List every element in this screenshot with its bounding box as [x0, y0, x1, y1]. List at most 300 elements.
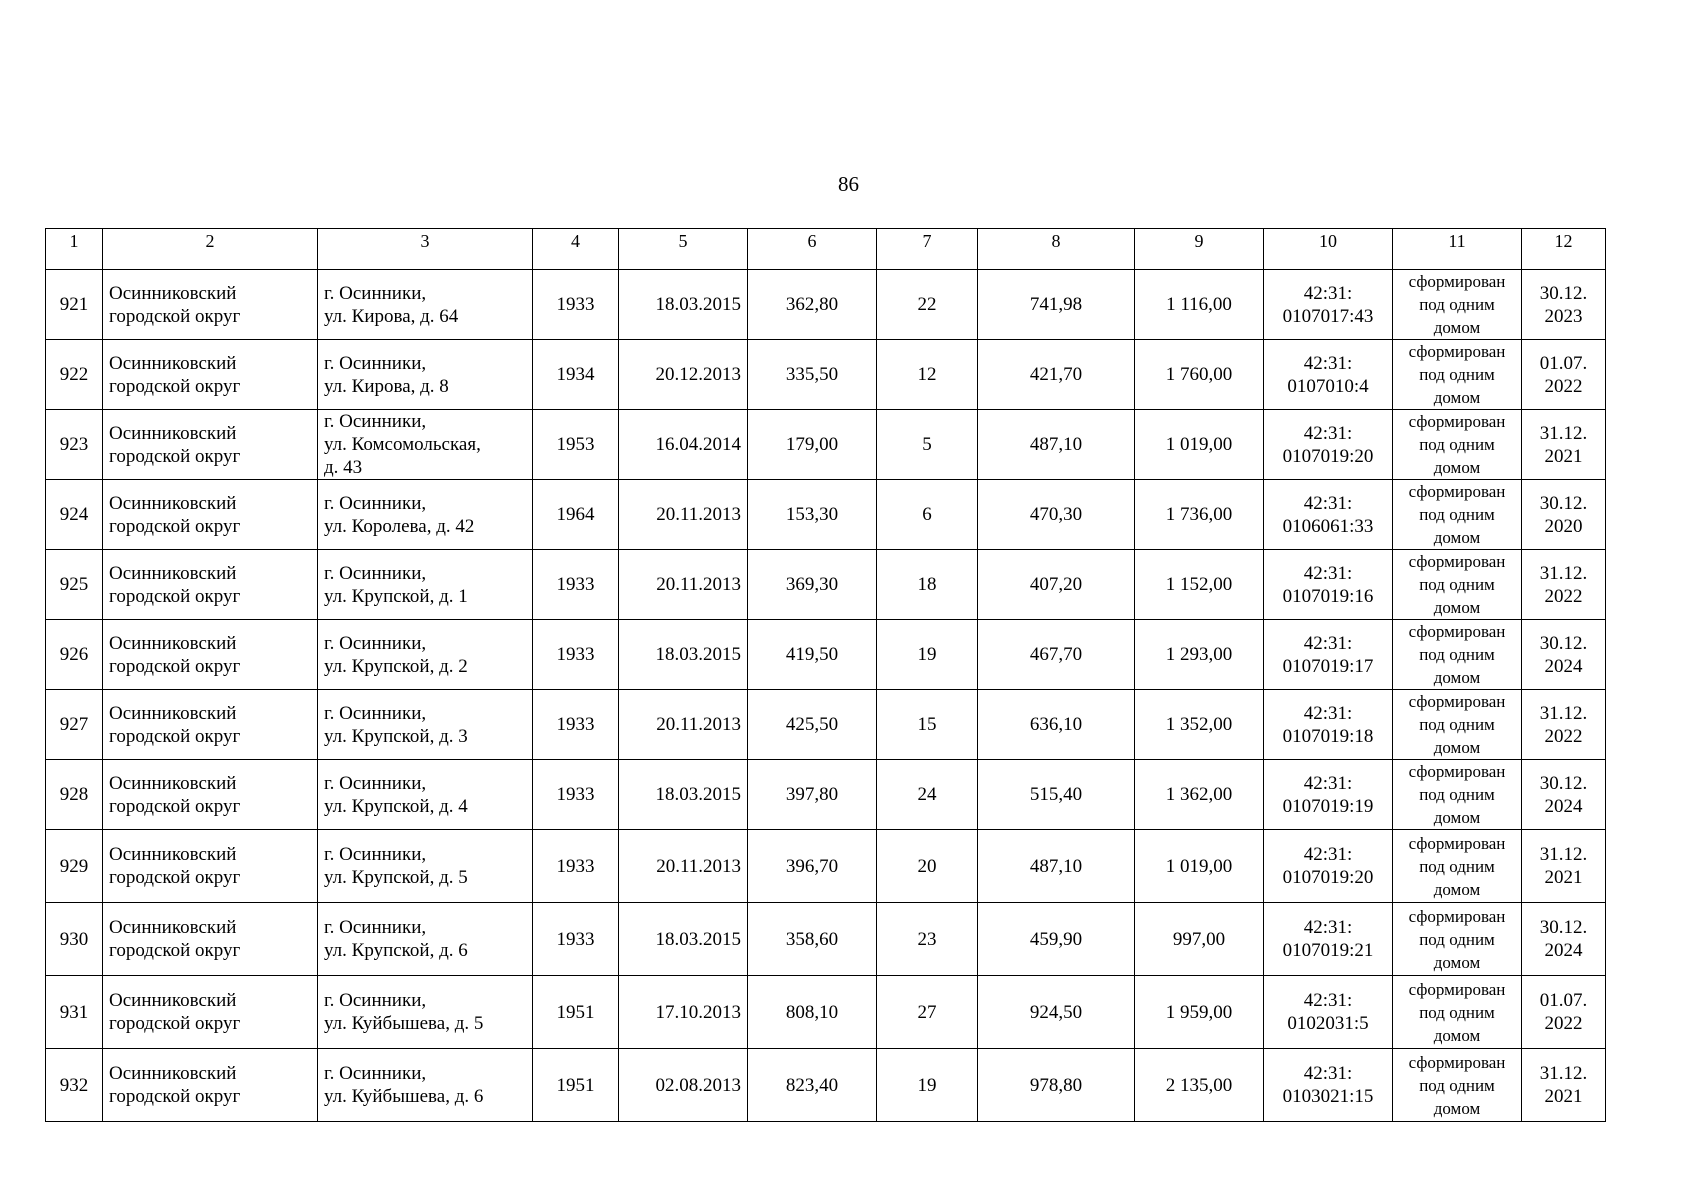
- status-cell-line: домом: [1433, 598, 1481, 617]
- date-cell: 20.11.2013: [619, 830, 748, 903]
- address-cell-line: г. Осинники,: [324, 632, 427, 654]
- deadline-cell-line: 30.12.: [1539, 917, 1588, 938]
- address-cell: [318, 550, 533, 620]
- address-cell: [318, 903, 533, 976]
- address-cell-line: ул. Крупской, д. 1: [324, 585, 468, 607]
- address-cell-line: ул. Кирова, д. 64: [324, 305, 459, 327]
- district-cell-line: городской округ: [109, 940, 241, 961]
- address-cell-line: ул. Комсомольская,: [324, 434, 481, 455]
- table-row: [46, 340, 1606, 410]
- deadline-cell-line: 2023: [1544, 305, 1583, 327]
- status-cell-line: сформирован: [1408, 622, 1506, 641]
- land-area-cell: 1 019,00: [1135, 410, 1264, 480]
- deadline-cell-line: 01.07.: [1539, 352, 1588, 374]
- status-cell-line: домом: [1433, 458, 1481, 477]
- address-cell: [318, 690, 533, 760]
- deadline-cell: [1522, 480, 1606, 550]
- land-area-cell: 2 135,00: [1135, 1049, 1264, 1122]
- district-cell-line: Осинниковский: [109, 422, 237, 444]
- cadastral-number-cell-line: 0107019:17: [1282, 655, 1374, 677]
- area2-cell: 924,50: [978, 976, 1135, 1049]
- count-cell: 15: [877, 690, 978, 760]
- year-cell: 1933: [533, 690, 619, 760]
- column-number-10: 10: [1264, 229, 1393, 270]
- cadastral-number-cell-line: 0107019:21: [1282, 940, 1374, 961]
- year-cell: 1933: [533, 550, 619, 620]
- date-cell: 18.03.2015: [619, 760, 748, 830]
- cadastral-number-cell-line: 42:31:: [1303, 422, 1353, 444]
- area-cell: 153,30: [748, 480, 877, 550]
- status-cell-line: домом: [1433, 668, 1481, 687]
- address-cell-line: ул. Крупской, д. 3: [324, 725, 468, 747]
- year-cell: 1933: [533, 903, 619, 976]
- address-cell-line: г. Осинники,: [324, 562, 427, 584]
- deadline-cell-line: 2021: [1544, 1086, 1583, 1107]
- cadastral-number-cell-line: 42:31:: [1303, 352, 1353, 374]
- deadline-cell-line: 31.12.: [1539, 844, 1588, 865]
- address-cell: [318, 410, 533, 480]
- area2-cell: 459,90: [978, 903, 1135, 976]
- count-cell: 22: [877, 270, 978, 340]
- column-number-row: [46, 229, 1606, 270]
- deadline-cell-line: 2024: [1544, 940, 1583, 961]
- area2-cell: 487,10: [978, 410, 1135, 480]
- page-number: 86: [838, 172, 859, 196]
- district-cell: [103, 270, 318, 340]
- status-cell: [1393, 903, 1522, 976]
- area-cell: 362,80: [748, 270, 877, 340]
- count-cell: 24: [877, 760, 978, 830]
- row-number-cell: 929: [46, 830, 103, 903]
- address-cell-line: ул. Куйбышева, д. 5: [324, 1013, 484, 1034]
- address-cell-line: ул. Королева, д. 42: [324, 515, 475, 537]
- date-cell: 20.11.2013: [619, 550, 748, 620]
- district-cell-line: городской округ: [109, 585, 241, 607]
- status-cell-line: сформирован: [1408, 692, 1506, 711]
- count-cell: 12: [877, 340, 978, 410]
- row-number-cell: 932: [46, 1049, 103, 1122]
- area-cell: 335,50: [748, 340, 877, 410]
- district-cell-line: Осинниковский: [109, 562, 237, 584]
- count-cell: 19: [877, 620, 978, 690]
- area-cell: 425,50: [748, 690, 877, 760]
- deadline-cell-line: 2022: [1544, 725, 1583, 747]
- cadastral-number-cell: [1264, 760, 1393, 830]
- table-row: [46, 830, 1606, 903]
- column-number-3: 3: [318, 229, 533, 270]
- column-number-1: 1: [46, 229, 103, 270]
- row-number-cell: 927: [46, 690, 103, 760]
- table-row: [46, 690, 1606, 760]
- cadastral-number-cell: [1264, 410, 1393, 480]
- deadline-cell-line: 2022: [1544, 1013, 1583, 1034]
- address-cell-line: ул. Куйбышева, д. 6: [324, 1086, 484, 1107]
- status-cell-line: сформирован: [1408, 342, 1506, 361]
- status-cell-line: под одним: [1419, 505, 1495, 524]
- address-cell-line: г. Осинники,: [324, 844, 427, 865]
- cadastral-number-cell-line: 42:31:: [1303, 844, 1353, 865]
- district-cell-line: Осинниковский: [109, 990, 237, 1011]
- land-area-cell: 1 760,00: [1135, 340, 1264, 410]
- table-row: [46, 1049, 1606, 1122]
- deadline-cell-line: 30.12.: [1539, 772, 1588, 794]
- deadline-cell-line: 2022: [1544, 375, 1583, 397]
- area2-cell: 636,10: [978, 690, 1135, 760]
- cadastral-number-cell-line: 42:31:: [1303, 702, 1353, 724]
- deadline-cell-line: 2021: [1544, 867, 1583, 888]
- cadastral-number-cell: [1264, 620, 1393, 690]
- year-cell: 1933: [533, 830, 619, 903]
- status-cell-line: под одним: [1419, 1075, 1495, 1095]
- status-cell-line: домом: [1433, 879, 1481, 899]
- area2-cell: 467,70: [978, 620, 1135, 690]
- deadline-cell-line: 30.12.: [1539, 492, 1588, 514]
- address-cell-line: ул. Крупской, д. 5: [324, 867, 468, 888]
- district-cell: [103, 550, 318, 620]
- address-cell-line: г. Осинники,: [324, 492, 427, 514]
- district-cell-line: городской округ: [109, 795, 241, 817]
- status-cell: [1393, 690, 1522, 760]
- count-cell: 5: [877, 410, 978, 480]
- address-cell: [318, 620, 533, 690]
- deadline-cell-line: 2021: [1544, 445, 1583, 467]
- deadline-cell: [1522, 270, 1606, 340]
- deadline-cell: [1522, 1049, 1606, 1122]
- land-area-cell: 1 352,00: [1135, 690, 1264, 760]
- column-number-11: 11: [1393, 229, 1522, 270]
- district-cell: [103, 340, 318, 410]
- deadline-cell-line: 31.12.: [1539, 702, 1588, 724]
- status-cell-line: под одним: [1419, 575, 1495, 594]
- deadline-cell-line: 30.12.: [1539, 282, 1588, 304]
- status-cell: [1393, 550, 1522, 620]
- table-row: [46, 270, 1606, 340]
- cadastral-number-cell-line: 42:31:: [1303, 990, 1353, 1011]
- address-cell-line: г. Осинники,: [324, 282, 427, 304]
- status-cell: [1393, 270, 1522, 340]
- cadastral-number-cell-line: 0107019:20: [1282, 445, 1374, 467]
- cadastral-number-cell-line: 0107019:16: [1282, 585, 1374, 607]
- status-cell-line: домом: [1433, 1098, 1481, 1118]
- district-cell: [103, 1049, 318, 1122]
- address-cell-line: г. Осинники,: [324, 772, 427, 794]
- cadastral-number-cell: [1264, 976, 1393, 1049]
- status-cell-line: домом: [1433, 808, 1481, 827]
- count-cell: 18: [877, 550, 978, 620]
- status-cell: [1393, 410, 1522, 480]
- district-cell-line: городской округ: [109, 867, 241, 888]
- area2-cell: 470,30: [978, 480, 1135, 550]
- address-cell-line: г. Осинники,: [324, 1063, 427, 1084]
- address-cell-line: д. 43: [324, 457, 363, 478]
- deadline-cell-line: 31.12.: [1539, 562, 1588, 584]
- count-cell: 23: [877, 903, 978, 976]
- column-number-7: 7: [877, 229, 978, 270]
- status-cell-line: под одним: [1419, 715, 1495, 734]
- district-cell-line: городской округ: [109, 655, 241, 677]
- address-cell-line: г. Осинники,: [324, 702, 427, 724]
- status-cell-line: домом: [1433, 738, 1481, 757]
- status-cell-line: домом: [1433, 318, 1481, 337]
- status-cell-line: сформирован: [1408, 833, 1506, 853]
- status-cell-line: сформирован: [1408, 906, 1506, 926]
- deadline-cell-line: 2020: [1544, 515, 1583, 537]
- deadline-cell: [1522, 760, 1606, 830]
- district-cell-line: Осинниковский: [109, 702, 237, 724]
- area-cell: 419,50: [748, 620, 877, 690]
- area2-cell: 978,80: [978, 1049, 1135, 1122]
- date-cell: 18.03.2015: [619, 620, 748, 690]
- status-cell-line: под одним: [1419, 645, 1495, 664]
- district-cell-line: Осинниковский: [109, 772, 237, 794]
- district-cell-line: городской округ: [109, 1013, 241, 1034]
- address-cell-line: г. Осинники,: [324, 411, 427, 432]
- area-cell: 358,60: [748, 903, 877, 976]
- cadastral-number-cell: [1264, 1049, 1393, 1122]
- deadline-cell: [1522, 550, 1606, 620]
- cadastral-number-cell-line: 42:31:: [1303, 772, 1353, 794]
- status-cell-line: домом: [1433, 388, 1481, 407]
- row-number-cell: 928: [46, 760, 103, 830]
- housing-registry-table: [45, 228, 1606, 1122]
- deadline-cell: [1522, 830, 1606, 903]
- address-cell: [318, 1049, 533, 1122]
- status-cell-line: под одним: [1419, 1002, 1495, 1022]
- district-cell-line: Осинниковский: [109, 492, 237, 514]
- district-cell: [103, 480, 318, 550]
- column-number-4: 4: [533, 229, 619, 270]
- date-cell: 20.11.2013: [619, 480, 748, 550]
- area-cell: 179,00: [748, 410, 877, 480]
- status-cell-line: сформирован: [1408, 762, 1506, 781]
- area-cell: 823,40: [748, 1049, 877, 1122]
- table-row: [46, 903, 1606, 976]
- cadastral-number-cell: [1264, 550, 1393, 620]
- row-number-cell: 922: [46, 340, 103, 410]
- cadastral-number-cell-line: 0107010:4: [1287, 375, 1369, 397]
- count-cell: 19: [877, 1049, 978, 1122]
- deadline-cell-line: 2024: [1544, 795, 1583, 817]
- status-cell: [1393, 480, 1522, 550]
- land-area-cell: 1 293,00: [1135, 620, 1264, 690]
- area2-cell: 421,70: [978, 340, 1135, 410]
- cadastral-number-cell-line: 0107019:20: [1282, 867, 1374, 888]
- column-number-5: 5: [619, 229, 748, 270]
- area-cell: 369,30: [748, 550, 877, 620]
- district-cell-line: Осинниковский: [109, 632, 237, 654]
- cadastral-number-cell: [1264, 690, 1393, 760]
- address-cell: [318, 830, 533, 903]
- deadline-cell: [1522, 903, 1606, 976]
- column-number-8: 8: [978, 229, 1135, 270]
- land-area-cell: 1 736,00: [1135, 480, 1264, 550]
- district-cell-line: Осинниковский: [109, 844, 237, 865]
- cadastral-number-cell: [1264, 340, 1393, 410]
- deadline-cell-line: 31.12.: [1539, 422, 1588, 444]
- cadastral-number-cell-line: 0107019:18: [1282, 725, 1374, 747]
- table-row: [46, 550, 1606, 620]
- address-cell-line: г. Осинники,: [324, 917, 427, 938]
- district-cell: [103, 620, 318, 690]
- district-cell-line: городской округ: [109, 305, 241, 327]
- date-cell: 18.03.2015: [619, 903, 748, 976]
- address-cell: [318, 270, 533, 340]
- area-cell: 397,80: [748, 760, 877, 830]
- district-cell-line: Осинниковский: [109, 352, 237, 374]
- deadline-cell-line: 2022: [1544, 585, 1583, 607]
- district-cell: [103, 760, 318, 830]
- address-cell: [318, 976, 533, 1049]
- deadline-cell-line: 31.12.: [1539, 1063, 1588, 1084]
- row-number-cell: 931: [46, 976, 103, 1049]
- date-cell: 17.10.2013: [619, 976, 748, 1049]
- cadastral-number-cell-line: 0107017:43: [1282, 305, 1374, 327]
- address-cell: [318, 340, 533, 410]
- district-cell-line: городской округ: [109, 1086, 241, 1107]
- address-cell-line: ул. Крупской, д. 2: [324, 655, 468, 677]
- cadastral-number-cell: [1264, 270, 1393, 340]
- area2-cell: 515,40: [978, 760, 1135, 830]
- district-cell: [103, 690, 318, 760]
- district-cell-line: городской округ: [109, 375, 241, 397]
- year-cell: 1953: [533, 410, 619, 480]
- count-cell: 27: [877, 976, 978, 1049]
- area2-cell: 487,10: [978, 830, 1135, 903]
- table-row: [46, 976, 1606, 1049]
- land-area-cell: 1 959,00: [1135, 976, 1264, 1049]
- deadline-cell-line: 01.07.: [1539, 990, 1588, 1011]
- count-cell: 20: [877, 830, 978, 903]
- status-cell-line: под одним: [1419, 929, 1495, 949]
- district-cell-line: городской округ: [109, 515, 241, 537]
- district-cell-line: Осинниковский: [109, 917, 237, 938]
- deadline-cell: [1522, 690, 1606, 760]
- address-cell-line: ул. Крупской, д. 4: [324, 795, 468, 817]
- year-cell: 1934: [533, 340, 619, 410]
- address-cell-line: г. Осинники,: [324, 352, 427, 374]
- status-cell-line: сформирован: [1408, 552, 1506, 571]
- row-number-cell: 924: [46, 480, 103, 550]
- district-cell: [103, 903, 318, 976]
- land-area-cell: 1 362,00: [1135, 760, 1264, 830]
- land-area-cell: 997,00: [1135, 903, 1264, 976]
- status-cell-line: домом: [1433, 952, 1481, 972]
- land-area-cell: 1 116,00: [1135, 270, 1264, 340]
- status-cell-line: под одним: [1419, 295, 1495, 314]
- deadline-cell: [1522, 620, 1606, 690]
- column-number-6: 6: [748, 229, 877, 270]
- district-cell: [103, 410, 318, 480]
- date-cell: 18.03.2015: [619, 270, 748, 340]
- cadastral-number-cell-line: 42:31:: [1303, 917, 1353, 938]
- deadline-cell-line: 2024: [1544, 655, 1583, 677]
- status-cell-line: сформирован: [1408, 979, 1506, 999]
- land-area-cell: 1 152,00: [1135, 550, 1264, 620]
- status-cell: [1393, 830, 1522, 903]
- cadastral-number-cell-line: 0107019:19: [1282, 795, 1374, 817]
- date-cell: 16.04.2014: [619, 410, 748, 480]
- status-cell-line: под одним: [1419, 435, 1495, 454]
- cadastral-number-cell-line: 0103021:15: [1282, 1086, 1374, 1107]
- year-cell: 1933: [533, 760, 619, 830]
- deadline-cell: [1522, 410, 1606, 480]
- area2-cell: 407,20: [978, 550, 1135, 620]
- deadline-cell: [1522, 340, 1606, 410]
- district-cell: [103, 830, 318, 903]
- date-cell: 20.12.2013: [619, 340, 748, 410]
- address-cell-line: г. Осинники,: [324, 990, 427, 1011]
- district-cell: [103, 976, 318, 1049]
- column-number-12: 12: [1522, 229, 1606, 270]
- status-cell-line: под одним: [1419, 365, 1495, 384]
- area-cell: 396,70: [748, 830, 877, 903]
- status-cell-line: сформирован: [1408, 482, 1506, 501]
- district-cell-line: городской округ: [109, 445, 241, 467]
- status-cell: [1393, 760, 1522, 830]
- district-cell-line: Осинниковский: [109, 1063, 237, 1084]
- status-cell-line: сформирован: [1408, 1052, 1506, 1072]
- cadastral-number-cell: [1264, 830, 1393, 903]
- cadastral-number-cell-line: 0102031:5: [1287, 1013, 1369, 1034]
- table-row: [46, 410, 1606, 480]
- table-row: [46, 760, 1606, 830]
- date-cell: 20.11.2013: [619, 690, 748, 760]
- address-cell-line: ул. Кирова, д. 8: [324, 375, 449, 397]
- status-cell-line: домом: [1433, 1025, 1481, 1045]
- date-cell: 02.08.2013: [619, 1049, 748, 1122]
- column-number-2: 2: [103, 229, 318, 270]
- cadastral-number-cell-line: 42:31:: [1303, 492, 1353, 514]
- count-cell: 6: [877, 480, 978, 550]
- year-cell: 1951: [533, 1049, 619, 1122]
- row-number-cell: 921: [46, 270, 103, 340]
- row-number-cell: 925: [46, 550, 103, 620]
- cadastral-number-cell-line: 0106061:33: [1282, 515, 1374, 537]
- status-cell: [1393, 620, 1522, 690]
- land-area-cell: 1 019,00: [1135, 830, 1264, 903]
- status-cell-line: под одним: [1419, 785, 1495, 804]
- table-row: [46, 480, 1606, 550]
- area-cell: 808,10: [748, 976, 877, 1049]
- address-cell: [318, 480, 533, 550]
- cadastral-number-cell-line: 42:31:: [1303, 562, 1353, 584]
- row-number-cell: 930: [46, 903, 103, 976]
- column-number-9: 9: [1135, 229, 1264, 270]
- year-cell: 1964: [533, 480, 619, 550]
- year-cell: 1933: [533, 270, 619, 340]
- table-body: [46, 229, 1606, 1122]
- year-cell: 1933: [533, 620, 619, 690]
- district-cell-line: городской округ: [109, 725, 241, 747]
- status-cell-line: сформирован: [1408, 272, 1506, 291]
- status-cell-line: сформирован: [1408, 412, 1506, 431]
- status-cell: [1393, 340, 1522, 410]
- cadastral-number-cell: [1264, 480, 1393, 550]
- cadastral-number-cell-line: 42:31:: [1303, 632, 1353, 654]
- status-cell-line: домом: [1433, 528, 1481, 547]
- cadastral-number-cell: [1264, 903, 1393, 976]
- cadastral-number-cell-line: 42:31:: [1303, 1063, 1353, 1084]
- deadline-cell-line: 30.12.: [1539, 632, 1588, 654]
- table-row: [46, 620, 1606, 690]
- row-number-cell: 923: [46, 410, 103, 480]
- area2-cell: 741,98: [978, 270, 1135, 340]
- year-cell: 1951: [533, 976, 619, 1049]
- address-cell-line: ул. Крупской, д. 6: [324, 940, 468, 961]
- status-cell: [1393, 976, 1522, 1049]
- status-cell-line: под одним: [1419, 856, 1495, 876]
- district-cell-line: Осинниковский: [109, 282, 237, 304]
